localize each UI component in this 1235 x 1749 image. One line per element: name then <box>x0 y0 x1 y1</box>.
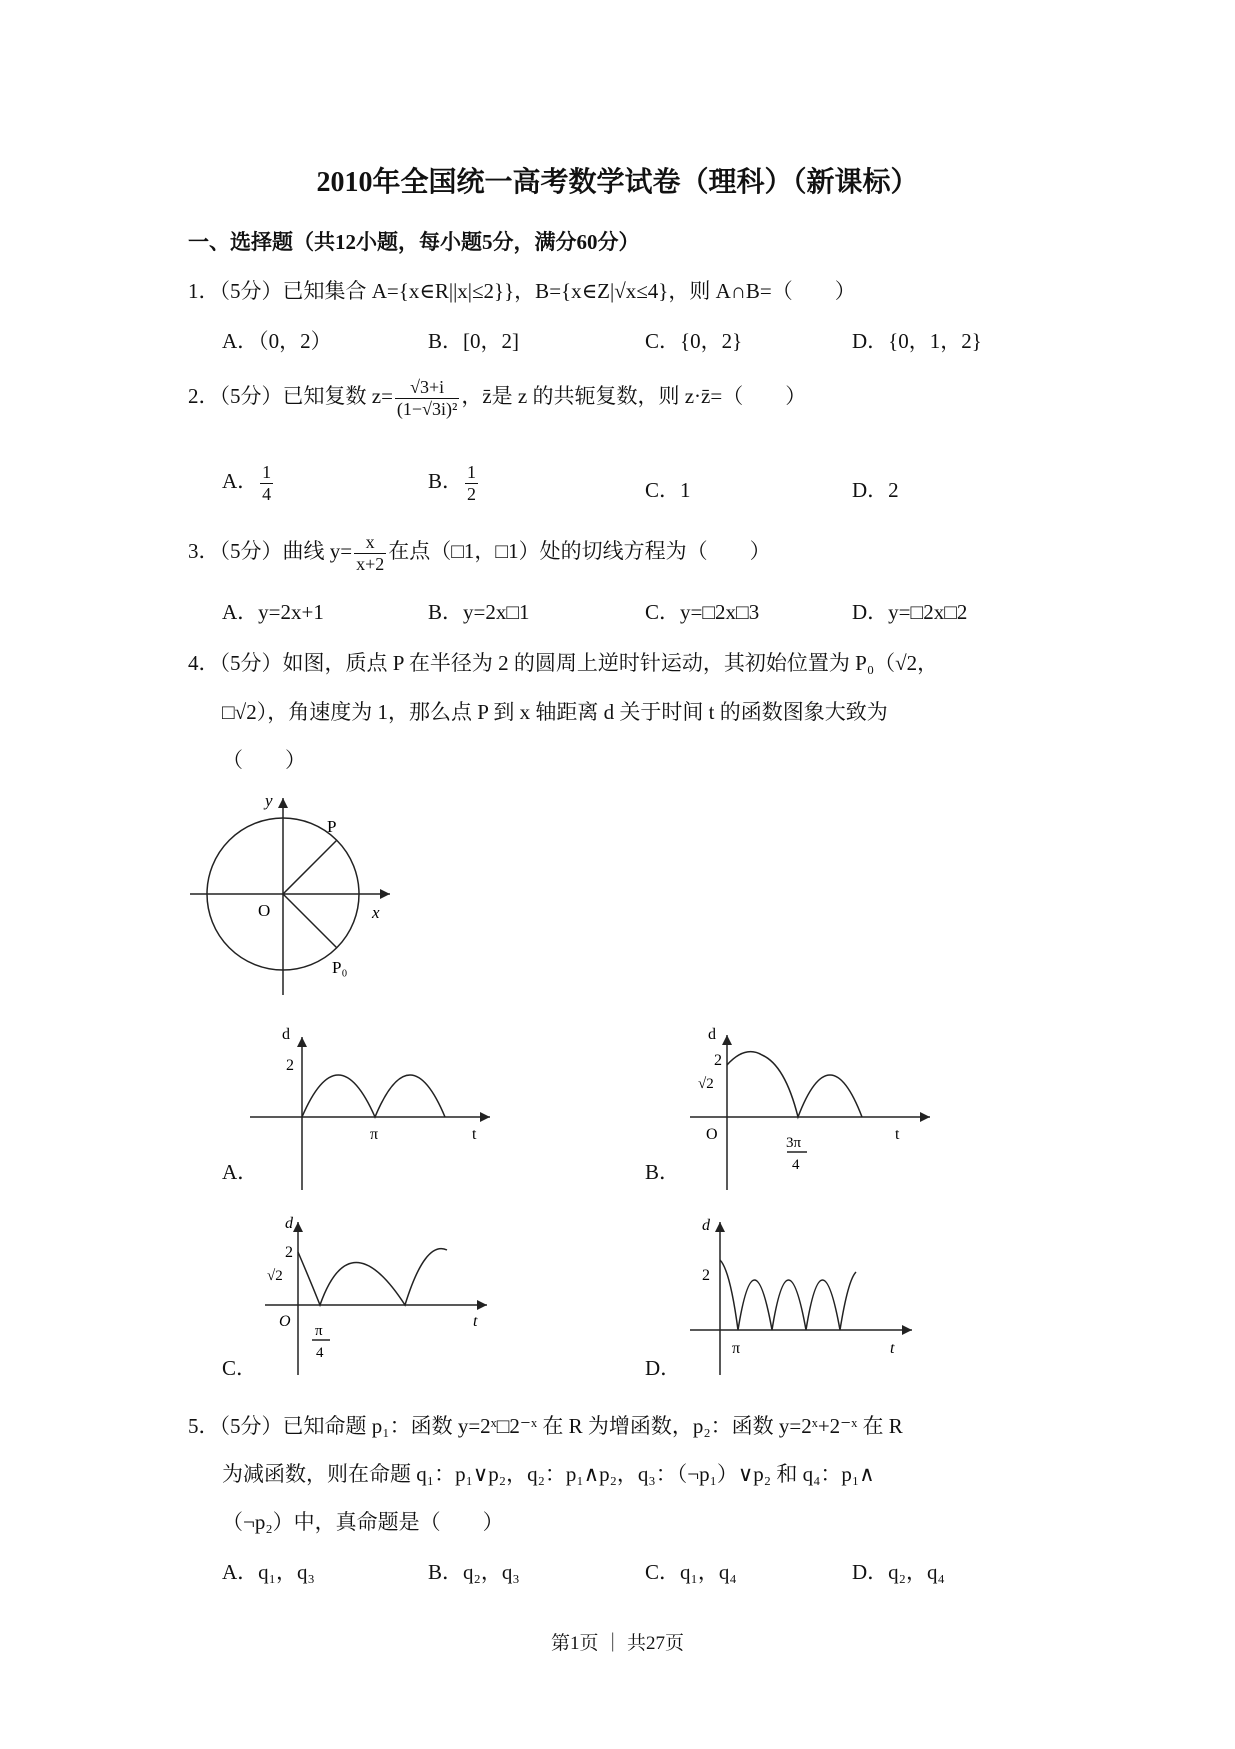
graph-b <box>690 1025 940 1205</box>
graph-b-four-label: 4 <box>792 1157 800 1173</box>
graph-a-d-label: d <box>282 1026 290 1043</box>
question-1-option-b: B．[0，2] <box>428 329 519 353</box>
question-2-fraction-numerator: √3+i <box>395 377 459 399</box>
graph-b-curve <box>727 1052 862 1117</box>
graph-d <box>690 1210 940 1390</box>
question-2-option-c: C．1 <box>645 478 691 502</box>
question-3-prefix: 3．（5分）曲线 y= <box>188 539 353 563</box>
question-2-option-d: D．2 <box>852 478 899 502</box>
question-3-suffix: 在点（□1，□1）处的切线方程为（ ） <box>388 539 771 563</box>
graph-b-d-arrow-icon <box>722 1035 732 1045</box>
graph-a-t-arrow-icon <box>480 1112 490 1122</box>
question-2-option-b-denominator: 2 <box>467 483 477 504</box>
question-2-option-b-fraction <box>465 462 478 504</box>
question-2-suffix: ，z̄是 z 的共轭复数，则 z·z̄=（ ） <box>461 384 807 408</box>
graph-c-root2-label: √2 <box>267 1268 283 1284</box>
question-2-fraction-denominator: (1−√3i)² <box>396 398 458 419</box>
question-4-line-3: （ ） <box>222 748 306 772</box>
question-1-option-a: A．（0，2） <box>222 329 332 353</box>
circle-origin-label: O <box>258 901 271 920</box>
graph-b-t-label: t <box>895 1126 900 1143</box>
graph-a-pi-label: π <box>370 1126 379 1143</box>
graph-d-curve <box>720 1260 856 1330</box>
graph-b-origin-label: O <box>706 1126 718 1143</box>
graph-a-curve <box>302 1075 445 1117</box>
graph-c-pi-label: π <box>315 1323 323 1339</box>
graph-c-option-letter: C． <box>222 1356 258 1380</box>
graph-c-t-label: t <box>473 1313 478 1330</box>
graph-b-d-label: d <box>708 1026 716 1043</box>
graph-c-origin-label: O <box>279 1313 291 1330</box>
graph-c-t-arrow-icon <box>477 1300 487 1310</box>
graph-b-t-arrow-icon <box>920 1112 930 1122</box>
graph-a-t-label: t <box>472 1126 477 1143</box>
question-4-line-1: 4．（5分）如图，质点 P 在半径为 2 的圆周上逆时针运动，其初始位置为 P₀（√2， <box>188 651 939 675</box>
question-2-option-a-denominator: 4 <box>262 483 272 504</box>
graph-a-two-label: 2 <box>286 1057 294 1074</box>
question-2-option-a-numerator: 1 <box>262 462 272 482</box>
graph-d-pi-label: π <box>732 1340 741 1357</box>
graph-a <box>250 1025 500 1205</box>
section-heading: 一、选择题（共12小题，每小题5分，满分60分） <box>188 230 640 254</box>
circle-p0-label: P₀ <box>332 958 348 977</box>
question-1-option-c: C．{0，2} <box>645 329 743 353</box>
question-5-option-b: B．q₂，q₃ <box>428 1560 520 1584</box>
graph-b-root2-label: √2 <box>698 1076 714 1092</box>
graph-c-two-label: 2 <box>285 1244 293 1261</box>
graph-a-d-arrow-icon <box>297 1037 307 1047</box>
graph-b-two-label: 2 <box>714 1052 722 1069</box>
graph-c-d-arrow-icon <box>293 1222 303 1232</box>
page-title: 2010年全国统一高考数学试卷（理科）（新课标） <box>316 167 919 198</box>
question-3-option-d: D．y=□2x□2 <box>852 600 968 624</box>
circle-figure <box>180 790 400 1000</box>
radius-to-p0 <box>283 894 337 948</box>
question-3-option-a: A．y=2x+1 <box>222 600 324 624</box>
question-2-option-b-numerator: 1 <box>467 462 477 482</box>
question-3-fraction-numerator: x <box>354 532 386 554</box>
question-5-option-c: C．q₁，q₄ <box>645 1560 737 1584</box>
graph-d-t-arrow-icon <box>902 1325 912 1335</box>
question-2-option-a <box>222 462 275 504</box>
question-2-option-a-fraction <box>260 462 273 504</box>
page-footer: 第1页 ｜ 共27页 <box>550 1633 684 1654</box>
x-axis-arrow-icon <box>380 889 390 899</box>
question-2-option-a-label: A． <box>222 469 259 493</box>
graph-d-two-label: 2 <box>702 1267 710 1284</box>
question-2-option-b <box>428 462 480 504</box>
graph-c-d-label: d <box>285 1215 293 1232</box>
graph-d-t-label: t <box>890 1340 895 1357</box>
question-5-line-1: 5．（5分）已知命题 p₁：函数 y=2ˣ□2⁻ˣ 在 R 为增函数，p₂：函数 y=2ˣ+2⁻ˣ 在 R <box>188 1414 903 1438</box>
radius-to-p <box>283 840 337 894</box>
question-2-fraction <box>395 377 459 419</box>
question-2-z-lhs: z= <box>371 384 393 408</box>
graph-c-curve <box>298 1249 447 1305</box>
question-3-fraction <box>354 532 386 574</box>
question-5-line-3: （¬p₂）中，真命题是（ ） <box>222 1510 504 1534</box>
graph-d-d-arrow-icon <box>715 1222 725 1232</box>
circle-y-label: y <box>265 791 273 810</box>
question-3-option-b: B．y=2x□1 <box>428 600 530 624</box>
question-5-line-2: 为减函数，则在命题 q₁：p₁∨p₂，q₂：p₁∧p₂，q₃：（¬p₁）∨p₂ 和 q₄：p₁∧ <box>222 1462 875 1486</box>
y-axis-arrow-icon <box>278 798 288 808</box>
question-2-prefix: 2．（5分）已知复数 <box>188 384 367 408</box>
question-3-stem <box>188 532 771 574</box>
question-2-option-b-label: B． <box>428 469 464 493</box>
question-1-option-d: D．{0，1，2} <box>852 329 982 353</box>
question-3-option-c: C．y=□2x□3 <box>645 600 760 624</box>
circle-p-label: P <box>327 817 337 836</box>
graph-c <box>255 1210 505 1390</box>
graph-d-option-letter: D． <box>645 1356 682 1380</box>
question-4-line-2: □√2），角速度为 1，那么点 P 到 x 轴距离 d 关于时间 t 的函数图象大致为 <box>222 700 888 724</box>
graph-c-four-label: 4 <box>316 1345 324 1361</box>
question-1-stem: 1．（5分）已知集合 A={x∈R||x|≤2}}，B={x∈Z|√x≤4}，则 A∩B=（ ） <box>188 279 856 303</box>
graph-b-option-letter: B． <box>645 1160 681 1184</box>
question-5-option-a: A．q₁，q₃ <box>222 1560 315 1584</box>
question-3-fraction-denominator: x+2 <box>356 553 385 574</box>
graph-b-three-pi-label: 3π <box>786 1135 802 1151</box>
circle-x-label: x <box>372 903 380 922</box>
graph-a-option-letter: A． <box>222 1160 259 1184</box>
question-5-option-d: D．q₂，q₄ <box>852 1560 945 1584</box>
graph-d-d-label: d <box>702 1217 710 1234</box>
question-2-stem <box>188 377 806 419</box>
